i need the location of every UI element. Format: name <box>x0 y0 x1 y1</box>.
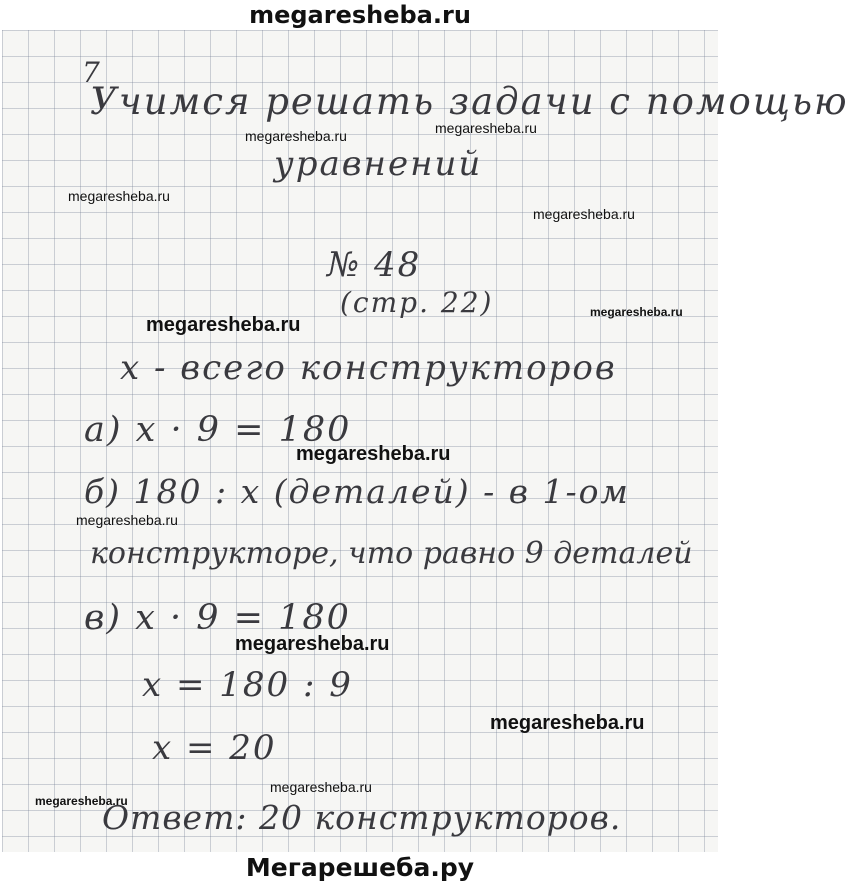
watermark: megaresheba.ru <box>68 188 170 204</box>
watermark: megaresheba.ru <box>76 512 178 528</box>
title-line-2: уравнений <box>274 144 483 184</box>
watermark: megaresheba.ru <box>490 712 645 734</box>
page-reference: (стр. 22) <box>340 286 494 319</box>
solve-step-2: x = 20 <box>152 728 277 768</box>
watermark: megaresheba.ru <box>435 120 537 136</box>
answer-line: Ответ: 20 конструкторов. <box>102 798 622 837</box>
solve-step-1: x = 180 : 9 <box>142 665 353 705</box>
variable-definition: x - всего конструкторов <box>120 348 617 388</box>
bottom-site-banner: Мегарешеба.ру <box>245 853 475 882</box>
watermark: megaresheba.ru <box>533 206 635 222</box>
watermark: megaresheba.ru <box>35 794 128 808</box>
watermark: megaresheba.ru <box>296 443 451 465</box>
title-line-1: Учимся решать задачи с помощью <box>90 80 849 123</box>
item-a-equation: а) x · 9 = 180 <box>84 410 352 450</box>
item-v-equation: в) x · 9 = 180 <box>84 598 351 638</box>
top-site-banner: megaresheba.ru <box>249 1 471 29</box>
task-number: № 48 <box>327 245 422 285</box>
item-b-line-2: конструкторе, что равно 9 деталей <box>90 536 693 571</box>
corner-mark: 7 <box>82 56 102 89</box>
watermark: megaresheba.ru <box>146 314 301 336</box>
watermark: megaresheba.ru <box>235 633 390 655</box>
watermark: megaresheba.ru <box>245 128 347 144</box>
item-b-line-1: б) 180 : x (деталей) - в 1-ом <box>84 472 630 511</box>
watermark: megaresheba.ru <box>590 305 683 319</box>
watermark: megaresheba.ru <box>270 779 372 795</box>
